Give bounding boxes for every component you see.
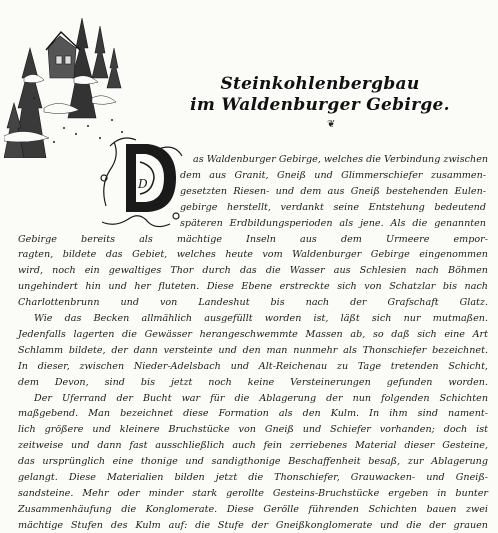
text-line: dem aus Granit, Gneiß und Glimmerschiefer zusammen- [180,169,486,181]
text-line: Der Uferrand der Bucht war für die Ablagerung der nun folgenden Schichten [34,392,488,404]
drop-cap [96,126,188,232]
text-line: Zusammenhäufung die Konglomerate. Diese Gerölle führenden Schichten bauen zwei [18,503,488,515]
text-line: ragten, bildete das Gebiet, welches heute vom Waldenburger Gebirge eingenommen [18,249,488,261]
text-line: gelangt. Diese Materialien bilden jetzt die Thonschiefer, Grauwacken- und Gneiß- [18,472,488,483]
text-line: gesetzten Riesen- und dem aus Gneiß bestehenden Eulen- [180,185,486,197]
text-line: In dieser, zwischen Nieder-Adelsbach und Alt-Reichenau zu Tage tretenden Schicht, [18,360,488,372]
text-line: Wie das Becken allmählich ausgefüllt worden ist, läßt sich nur mutmaßen. [34,313,488,324]
text-line: Jedenfalls lagerten die Gewässer herangeschwemmte Massen ab, so daß sich eine Art [18,328,488,340]
fleuron-ornament-icon: ❦ [327,119,336,130]
text-line: das ursprünglich eine thonige und sandigthonige Beschaffenheit besaß, zur Ablagerung [18,456,488,468]
text-line: Schlamm bildete, der dann versteinte und den man nunmehr als Thonschiefer bezeichnet. [18,344,488,356]
text-line: dem Devon, sind bis jetzt noch keine Versteinerungen gefunden worden. [18,376,488,388]
text-line: späteren Erdbildungsperioden als jene. Als die genannten [180,217,486,229]
title-line-1: Steinkohlenbergbau [220,74,420,94]
text-line: mächtige Stufen des Kulm auf: die Stufe der Gneißkonglomerate und die der grauen [18,519,488,531]
ornamental-initial-icon [96,126,188,232]
text-line: as Waldenburger Gebirge, welches die Verbindung zwischen [193,154,489,165]
title-line-2: im Waldenburger Gebirge. [190,95,450,115]
text-line: gebirge herstellt, verdankt seine Entstehung bedeutend [180,201,486,213]
drop-cap-letter: D [138,177,148,191]
text-line: Gebirge bereits als mächtige Inseln aus dem Urmeere empor- [18,233,488,245]
text-line: Charlottenbrunn und von Landeshut bis nach der Grafschaft Glatz. [18,297,488,309]
text-line: sandsteine. Mehr oder minder stark gerollte Gesteins-Bruchstücke ergeben in bunter [18,487,488,499]
text-line: wird, noch ein gewaltiges Thor durch das die Wasser aus Schlesien nach Böhmen [18,265,488,277]
text-line: zeitweise und dann fast ausschließlich auch fein zerriebenes Material dieser Gesteine, [18,440,488,452]
text-line: ungehindert hin und her fluteten. Diese Ebene erstreckte sich von Schatzlar bis nach [18,281,488,293]
text-line: lich größere und kleinere Bruchstücke von Gneiß und Schiefer vorhanden; doch ist [18,424,488,436]
text-line: maßgebend. Man bezeichnet diese Formation als den Kulm. In ihm sind nament- [18,408,488,420]
